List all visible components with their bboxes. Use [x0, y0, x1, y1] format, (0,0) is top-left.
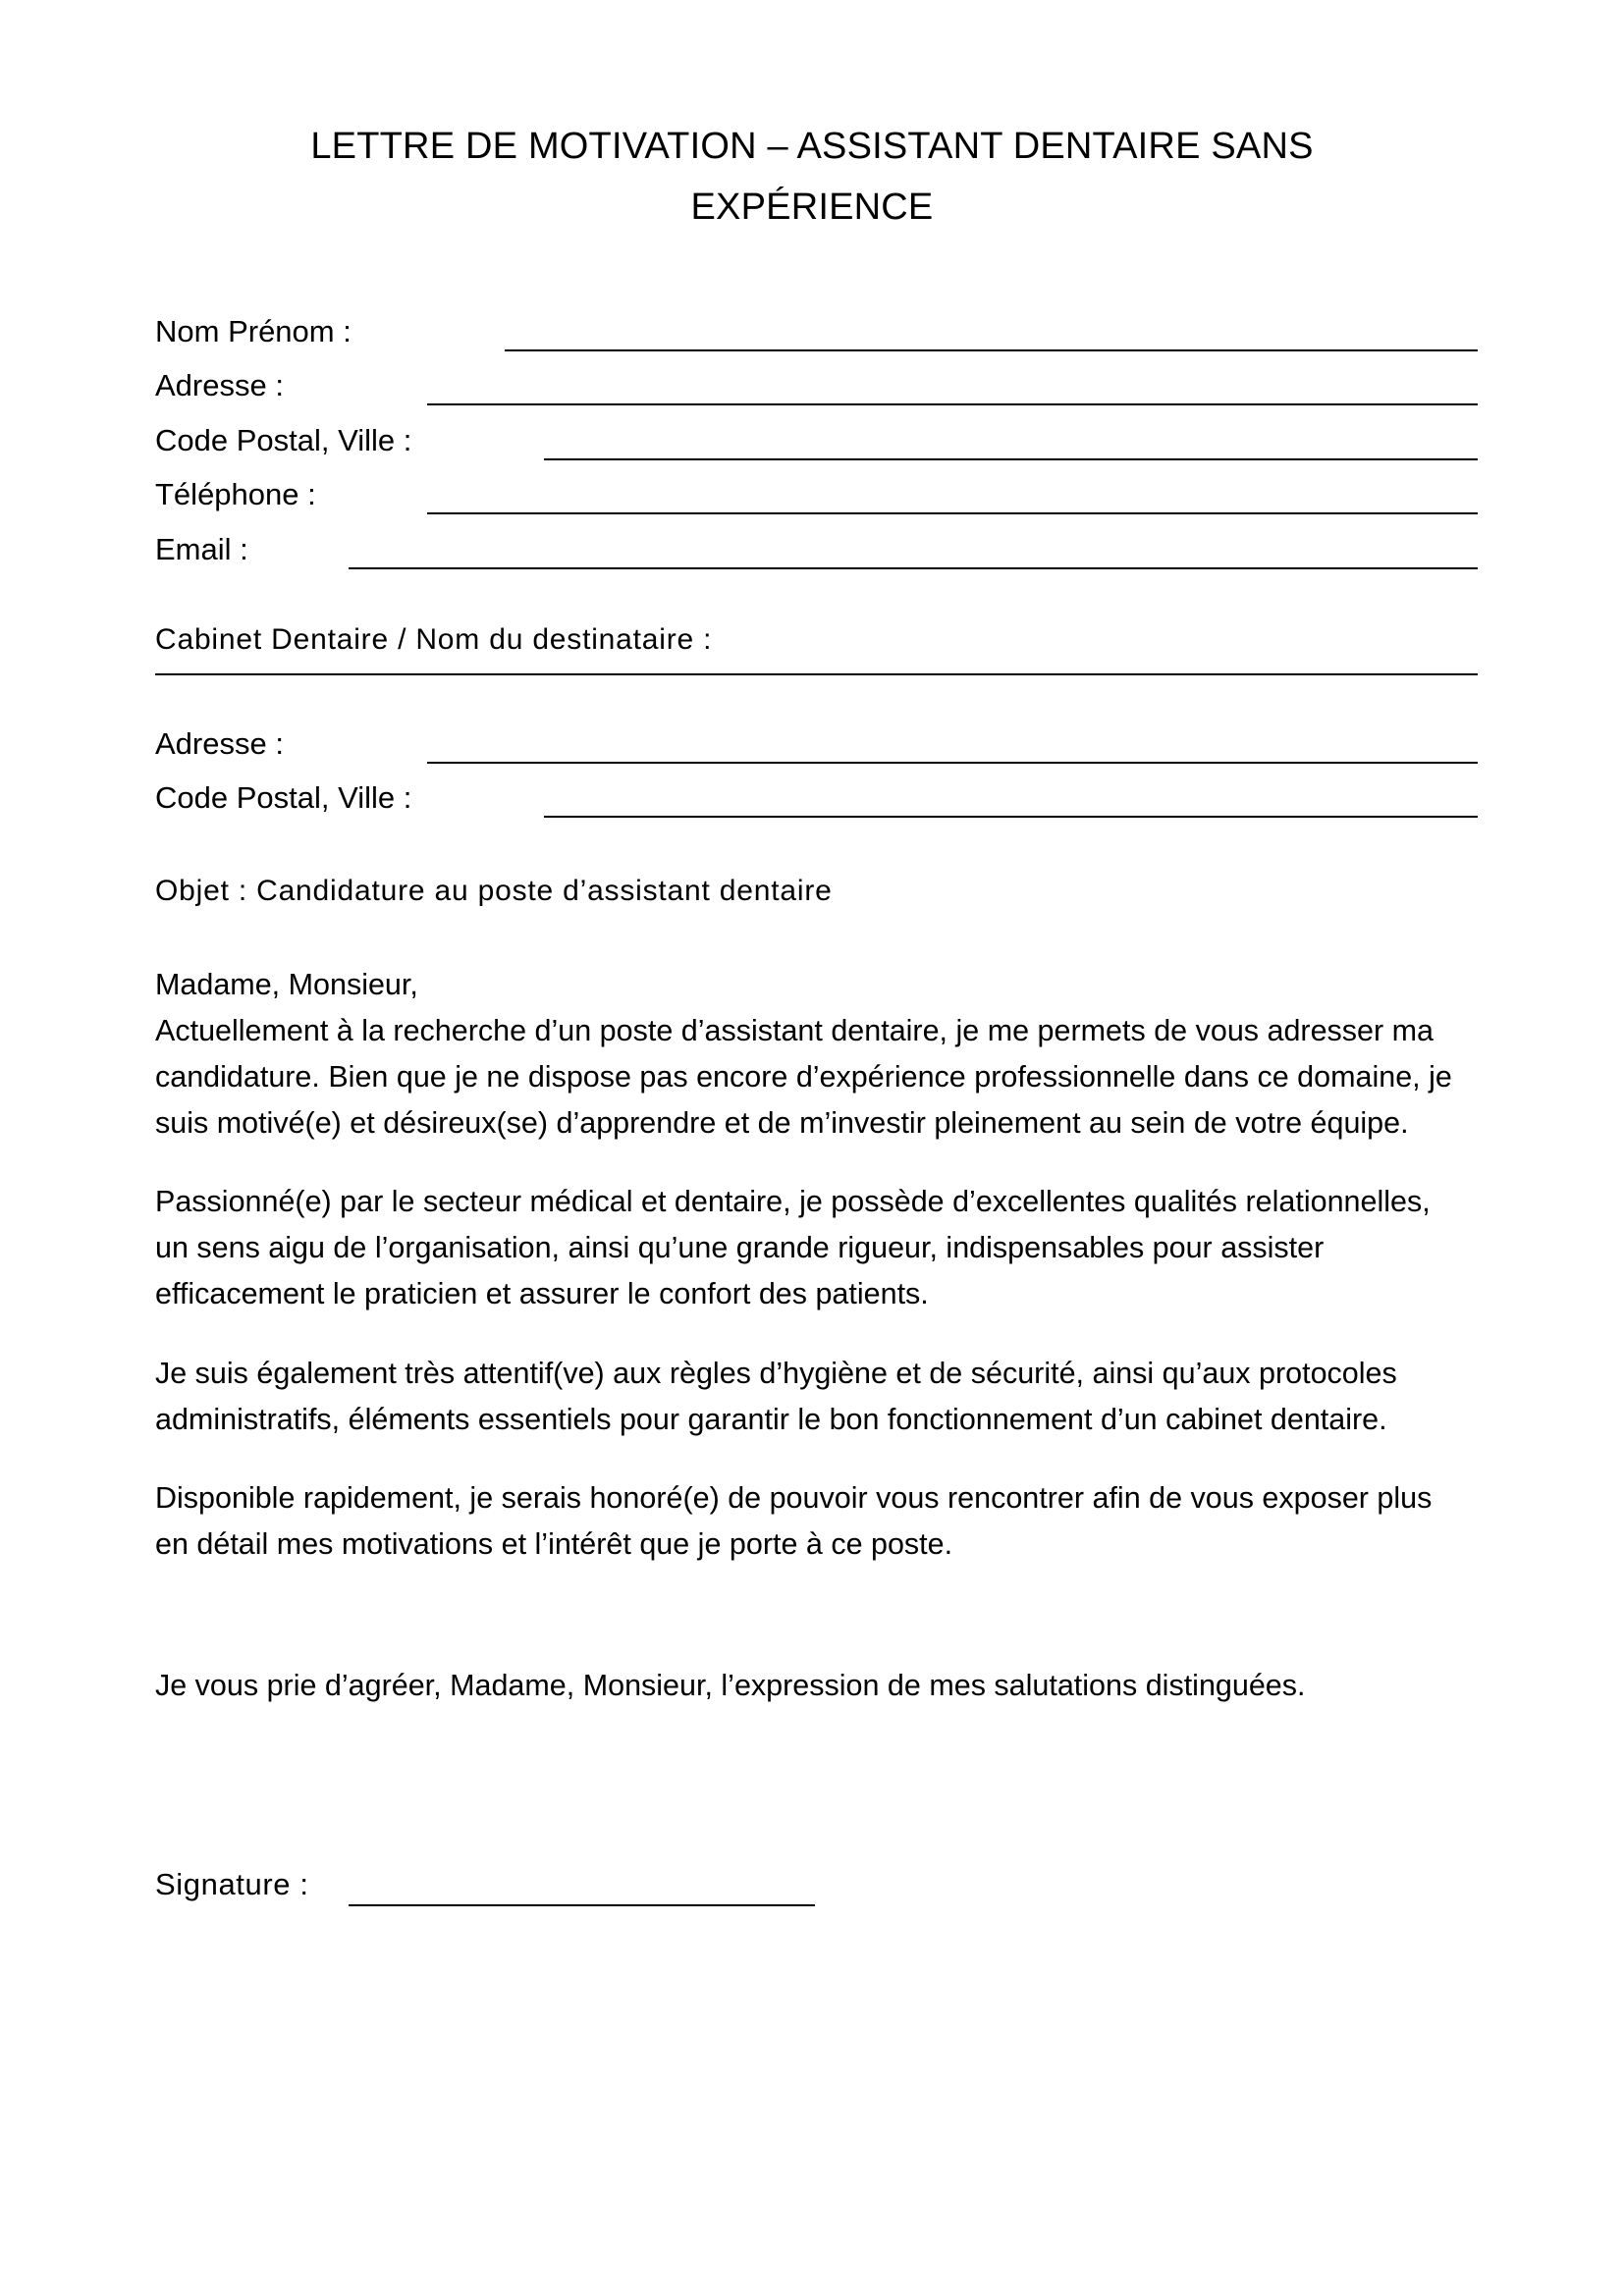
paragraph-1-line-3: suis motivé(e) et désireux(se) d’apprendre et de m’investir pleinement au sein de votre équipe. [155, 1106, 1409, 1140]
sender-email-label: Email : [155, 532, 248, 566]
sender-postal-city-field [155, 421, 1478, 470]
recipient-address-field [155, 724, 1478, 774]
paragraph-3 [155, 1351, 1490, 1443]
recipient-postal-city-label: Code Postal, Ville : [155, 780, 412, 815]
salutation-and-paragraph-1 [155, 962, 1490, 1147]
signature-field [155, 1865, 823, 1914]
paragraph-4 [155, 1475, 1490, 1568]
recipient-name-field [155, 620, 1478, 679]
recipient-postal-city-field [155, 778, 1478, 828]
sender-address-field [155, 366, 1478, 415]
sender-name-field [155, 312, 1478, 361]
sender-phone-input-line[interactable] [427, 512, 1478, 514]
title-line-1: LETTRE DE MOTIVATION – ASSISTANT DENTAIRE SANS [310, 126, 1314, 167]
sender-email-input-line[interactable] [349, 567, 1478, 569]
closing-line: Je vous prie d’agréer, Madame, Monsieur, l’expression de mes salutations distinguées. [155, 1669, 1306, 1702]
title-line-2: EXPÉRIENCE [690, 187, 934, 228]
recipient-postal-city-input-line[interactable] [544, 816, 1478, 818]
sender-email-field [155, 530, 1478, 579]
sender-phone-label: Téléphone : [155, 477, 316, 511]
paragraph-2 [155, 1179, 1490, 1317]
sender-address-input-line[interactable] [427, 403, 1478, 405]
paragraph-3-line-2: administratifs, éléments essentiels pour garantir le bon fonctionnement d’un cabinet dentaire. [155, 1403, 1387, 1436]
signature-input-line[interactable] [349, 1904, 815, 1906]
paragraph-4-line-2: en détail mes motivations et l’intérêt que je porte à ce poste. [155, 1527, 953, 1561]
salutation: Madame, Monsieur, [155, 968, 418, 1001]
sender-name-input-line[interactable] [505, 349, 1478, 351]
signature-label: Signature : [155, 1867, 309, 1901]
letter-object: Objet : Candidature au poste d’assistant dentaire [155, 875, 833, 907]
recipient-address-label: Adresse : [155, 726, 284, 761]
paragraph-3-line-1: Je suis également très attentif(ve) aux règles d’hygiène et de sécurité, ainsi qu’aux protocoles [155, 1357, 1397, 1390]
paragraph-2-line-2: un sens aigu de l’organisation, ainsi qu’une grande rigueur, indispensables pour assister [155, 1231, 1325, 1264]
document-title [255, 116, 1369, 238]
paragraph-2-line-1: Passionné(e) par le secteur médical et dentaire, je possède d’excellentes qualités relationnelles, [155, 1185, 1431, 1218]
paragraph-1-line-2: candidature. Bien que je ne dispose pas encore d’expérience professionnelle dans ce domaine, je [155, 1060, 1452, 1094]
closing [155, 1663, 1490, 1709]
paragraph-2-line-3: efficacement le praticien et assurer le confort des patients. [155, 1277, 929, 1310]
sender-name-label: Nom Prénom : [155, 314, 352, 348]
sender-postal-city-label: Code Postal, Ville : [155, 423, 412, 457]
recipient-name-label: Cabinet Dentaire / Nom du destinataire : [155, 623, 713, 656]
recipient-name-input-line[interactable] [155, 673, 1478, 675]
sender-phone-field [155, 475, 1478, 524]
paragraph-1-line-1: Actuellement à la recherche d’un poste d’assistant dentaire, je me permets de vous adresser ma [155, 1014, 1435, 1047]
paragraph-4-line-1: Disponible rapidement, je serais honoré(e) de pouvoir vous rencontrer afin de vous exposer plus [155, 1481, 1433, 1515]
sender-address-label: Adresse : [155, 368, 284, 402]
sender-postal-city-input-line[interactable] [544, 458, 1478, 460]
recipient-address-input-line[interactable] [427, 762, 1478, 764]
